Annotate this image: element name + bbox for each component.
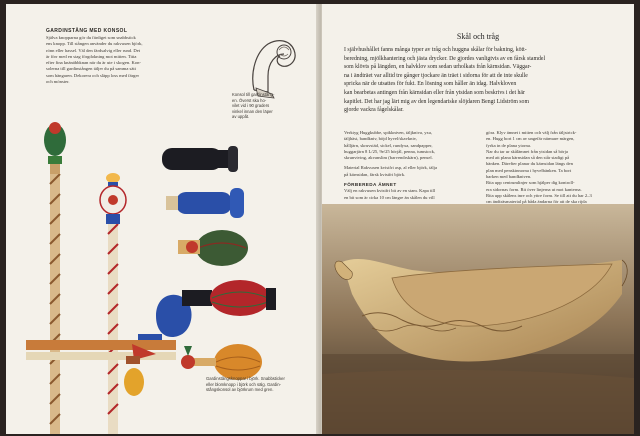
- column-2-text: [486, 130, 620, 206]
- body-line: Själva knopparna gör du färdiget som snabbstick: [46, 35, 136, 40]
- col2-line: med att plana kärnsidan så den står stadigt på: [486, 155, 570, 161]
- body-line: solerna till gardinstången täljer du på samma sätt: [46, 66, 136, 72]
- col1-subheading: FÖRBEREDA ÄMNET: [344, 182, 397, 188]
- col1-line: Verktyg Huggkubbe, spikkniven, täljkniva, yxa,: [344, 130, 433, 135]
- intro-line: beredning, mjölkhantering och jästa drycker. De gjordes vanligtvis av en fårsk stamdel: [344, 55, 546, 62]
- intro-line: na i ändträet var alltid tre gånger tjockare än träet i sidorna för att de inte skulle: [344, 72, 528, 79]
- col2-line: Rita upp centrumlinjer som hjälper dig kontroll-: [486, 180, 575, 186]
- knob-caption: [206, 376, 316, 393]
- col2-line: fyrka in de plana ytorna.: [486, 142, 532, 148]
- col1-line: skrunvtving, akvanslim (barvendrskärn), pensel.: [344, 155, 433, 161]
- col2-line: cm ändträsmaterial på båda ändarna för att de ska rijda: [486, 199, 587, 205]
- caption-line: stångskonsol av björkrum med gren.: [206, 387, 274, 393]
- caption-line: Konsol till gardinstäng-: [232, 92, 275, 97]
- body-line: och mönster.: [46, 79, 70, 85]
- intro-line: kapitlet. Det har jag lärt mig av den legendariske slöjdaren Bengt Lidström som: [344, 98, 529, 105]
- col1-line: huggarjärn 8 L/25, 9e/25 hörjål, penna, tumstock,: [344, 148, 436, 154]
- intro-line: gjorde vackra fågelskålar.: [344, 107, 404, 114]
- body-line: efter fina knänäbbknan när du är ute i skogen. Kon-: [46, 60, 141, 66]
- col1-line: en bit som är cirka 10 cm längre än skålen du vill: [344, 194, 435, 200]
- col2-line: en. Hugg bort 1 cm av ungefär närmare märgen,: [486, 136, 575, 142]
- intro-line: som klövts på längden, en halvklov som sedan urholkats från kärnsidan. Väggar-: [344, 64, 532, 71]
- right-page: [322, 4, 634, 434]
- left-body-text: [46, 35, 186, 85]
- caption-line: eller blomknopp i björk och sälg. Gardin-: [206, 381, 281, 387]
- left-heading: GARDINSTÅNG MED KONSOL: [46, 28, 128, 34]
- col1-line: täljhäst, bandkniv, böjd hyvel/skavkniv,: [344, 136, 417, 142]
- col1-line: Välj en rakvuxen kvistfri bit av en stam. Kapa till: [344, 188, 436, 194]
- col2-line: Rita upp skålens inre och yttre form. Se till att du har 2–3: [486, 192, 592, 198]
- body-line: ens knopp. Till stången använder du rakvuxen björk,: [46, 41, 143, 47]
- intro-line: I självhushållet fanns många typer av tråg och huggna skålar för bakning, kött-: [344, 47, 527, 53]
- intro-text: [344, 46, 620, 115]
- body-line: som hängaren. Dekorera och släpp loss med färger: [46, 72, 140, 78]
- col2-line: plan med penskinnorna i hyvelbänken. Ta bort: [486, 167, 572, 173]
- left-page: [6, 4, 320, 434]
- carved-bowl-photo: [322, 204, 634, 434]
- col1-line: på kärnsidan, färsk kvistfri björk.: [344, 171, 406, 177]
- col2-line: göra. Klyv ämnet i mitten och välj från täljstrick-: [486, 130, 577, 135]
- caption-line: Gardinstångsknoppar i björk. Snabbsticker: [206, 376, 285, 381]
- caption-line: vinkel innan den läper: [232, 108, 273, 114]
- intro-line: spricka när de utsattes för fukt. En lösning som håller än idag. Halvkloven: [344, 81, 517, 88]
- col2-line: barken med bandkniven.: [486, 174, 532, 180]
- col2-line: Nar du tar ur skålämnet från ytsidan så börja: [486, 148, 568, 154]
- body-line: rönn eller hassel. Väl den färdsalvig eller rund. Det: [46, 47, 141, 53]
- caption-line: vilet vid i 90 graders: [232, 103, 270, 109]
- caption-line: av uppåt.: [232, 114, 250, 120]
- intro-line: kan bearbetas antingen från kärnsidan eller från ytsidan som beskrivs i det här: [344, 89, 525, 96]
- col2-line: era sidornas form. Rit över linjerna ut mot kanterna.: [486, 186, 582, 192]
- col1-line: hålljärn, skruvstäd, sickel, rundyxa, sandpapper,: [344, 142, 433, 148]
- col1-line: Material Rakvuxen kvistfri asp, al eller björk, tälja: [344, 165, 437, 171]
- body-line: är förr med en stag förgdokning mot mitten. Titta: [46, 53, 137, 59]
- caption-line: en. Överst ska ho-: [232, 97, 267, 103]
- chapter-title: Skål och tråg: [456, 32, 500, 41]
- column-1-text: [344, 130, 478, 201]
- col2-line: bänken. Därefter planar du kärnsidan längs den: [486, 161, 573, 167]
